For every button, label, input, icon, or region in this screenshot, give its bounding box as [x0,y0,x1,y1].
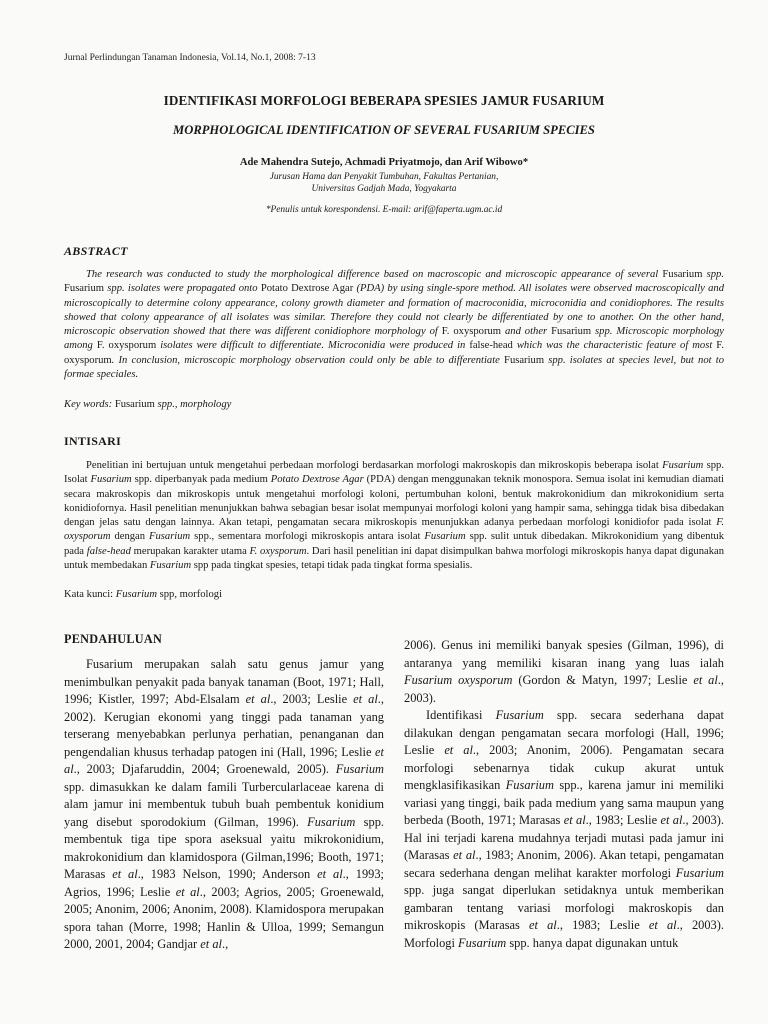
intisari-heading: INTISARI [64,434,122,448]
introduction-paragraph-1-continued: 2006). Genus ini memiliki banyak spesies (Gilman, 1996), di antaranya yang memiliki kisaran inang yang luas ialah Fusarium oxysporum (Gordon & Matyn, 1997; Leslie et al., 2003). [404,638,724,705]
affiliation-line-1: Jurusan Hama dan Penyakit Tumbuhan, Fakultas Pertanian, [269,172,499,182]
author-affiliation [0,172,768,195]
title-english: MORPHOLOGICAL IDENTIFICATION OF SEVERAL FUSARIUM SPECIES [173,123,595,137]
author-names: Ade Mahendra Sutejo, Achmadi Priyatmojo, dan Arif Wibowo* [239,157,529,168]
intisari-keywords: Kata kunci: Fusarium spp, morfologi [64,589,223,600]
correspondence-email: *Penulis untuk korespondensi. E-mail: arif@faperta.ugm.ac.id [265,205,503,215]
affiliation-line-2: Universitas Gadjah Mada, Yogyakarta [311,183,457,194]
introduction-left-column [64,656,384,954]
title-indonesian: IDENTIFIKASI MORFOLOGI BEBERAPA SPESIES JAMUR FUSARIUM [163,93,605,108]
introduction-right-column [404,637,724,952]
journal-citation: Jurnal Perlindungan Tanaman Indonesia, Vol.14, No.1, 2008: 7-13 [64,53,316,63]
intisari-text: Penelitian ini bertujuan untuk mengetahui perbedaan morfologi berdasarkan morfologi makroskopis dan mikroskopis beberapa isolat Fusarium spp. Isolat Fusarium spp. diperbanyak pada medium Potato Dextrose Agar (PDA) dengan menggunakan teknik monospora. Semua isolat ini kemudian diamati secara makroskopis dan mikroskopis untuk mengetahui morfologi koloni, pertumbuhan koloni, bentuk makrokonidium dan mikrokonidium serta konidiofornya. Hasil penelitian menunjukkan bahwa sebagian besar isolat mempunyai morfologi koloni yang hampir sama, sehingga tidak bisa dibedakan dengan jelas satu dengan lainnya. Akan tetapi, pengamatan secara mikroskopis menunjukkan adanya perbedaan morfologi konidiofor pada isolat F. oxysporum dengan Fusarium spp., sementara morfologi mikroskopis antara isolat Fusarium spp. sulit untuk dibedakan. Mikrokonidium yang dibentuk pada false-head merupakan karakter utama F. oxysporum. Dari hasil penelitian ini dapat disimpulkan bahwa morfologi mikroskopis hanya dapat digunakan untuk membedakan Fusarium spp pada tingkat spesies, tetapi tidak pada tingkat forma spesialis. [64,460,725,572]
abstract-keywords: Key words: Fusarium spp., morphology [64,399,232,410]
introduction-paragraph-2: Identifikasi Fusarium spp. secara sederhana dapat dilakukan dengan pengamatan secara morfologi (Hall, 1996; Leslie et al., 2003; Anonim, 2006). Pengamatan secara morfologi sebenarnya tidak cukup akurat untuk mengklasifikasikan Fusarium spp., karena jamur ini memiliki variasi yang tinggi, baik pada medium yang sama maupun yang berbeda (Booth, 1971; Marasas et al., 1983; Leslie et al., 2003). Hal ini terjadi karena mudahnya terjadi mutasi pada jamur ini (Marasas et al., 1983; Anonim, 2006). Akan tetapi, pengamatan secara sederhana dengan melihat karakter morfologi Fusarium spp. juga sangat diperlukan setidaknya untuk memberikan gambaran tentang variasi morfologi makroskopis dan mikroskopis (Marasas et al., 1983; Leslie et al., 2003). Morfologi Fusarium spp. hanya dapat digunakan untuk [404,708,724,950]
abstract-heading: ABSTRACT [64,244,128,258]
introduction-paragraph-1: Fusarium merupakan salah satu genus jamur yang menimbulkan penyakit pada banyak tanaman (Boot, 1971; Hall, 1996; Kistler, 1997; Abd-Elsalam et al., 2003; Leslie et al., 2002). Kerugian ekonomi yang tinggi pada tanaman yang terserang menyebabkan perlunya perhatian, penanganan dan pengendalian khusus terhadap patogen ini (Hall, 1996; Leslie et al., 2003; Djafaruddin, 2004; Groenewald, 2005). Fusarium spp. dimasukkan ke dalam famili Turbercularlaceae karena di alam jamur ini membentuk tubuh buah pembentuk konidium yang disebut sporodokium (Gilman, 1996). Fusarium spp. membentuk tiga tipe spora aseksual yaitu mikrokonidium, makrokonidium dan klamidospora (Gilman,1996; Booth, 1971; Marasas et al., 1983 Nelson, 1990; Anderson et al., 1993; Agrios, 1996; Leslie et al., 2003; Agrios, 2005; Groenewald, 2005; Anonim, 2006; Anonim, 2008). Klamidospora merupakan spora tahan (Morre, 1998; Hanlin & Ulloa, 1999; Semangun 2000, 2001, 2004; Gandjar et al., [64,657,385,951]
abstract-text: The research was conducted to study the morphological difference based on macroscopic and microscopic appearance of several Fusarium spp. Fusarium spp. isolates were propagated onto Potato Dextrose Agar (PDA) by using single-spore method. All isolates were observed macroscopically and microscopically to determine colony appearance, colony growth diameter and formation of macroconidia, microconidia and conidiophores. The results showed that colony appearance of all isolates was similar. Therefore they could not clearly be differentiated by one to another. On the other hand, microscopic observation showed that there was different conidiophore morphology of F. oxysporum and other Fusarium spp. Microscopic morphology among F. oxysporum isolates were difficult to differentiate. Microconidia were produced in false-head which was the characteristic feature of most F. oxysporum. In conclusion, microscopic morphology observation could only be able to differentiate Fusarium spp. isolates at species level, but not to formae speciales. [64,269,725,381]
introduction-heading: PENDAHULUAN [64,632,163,646]
